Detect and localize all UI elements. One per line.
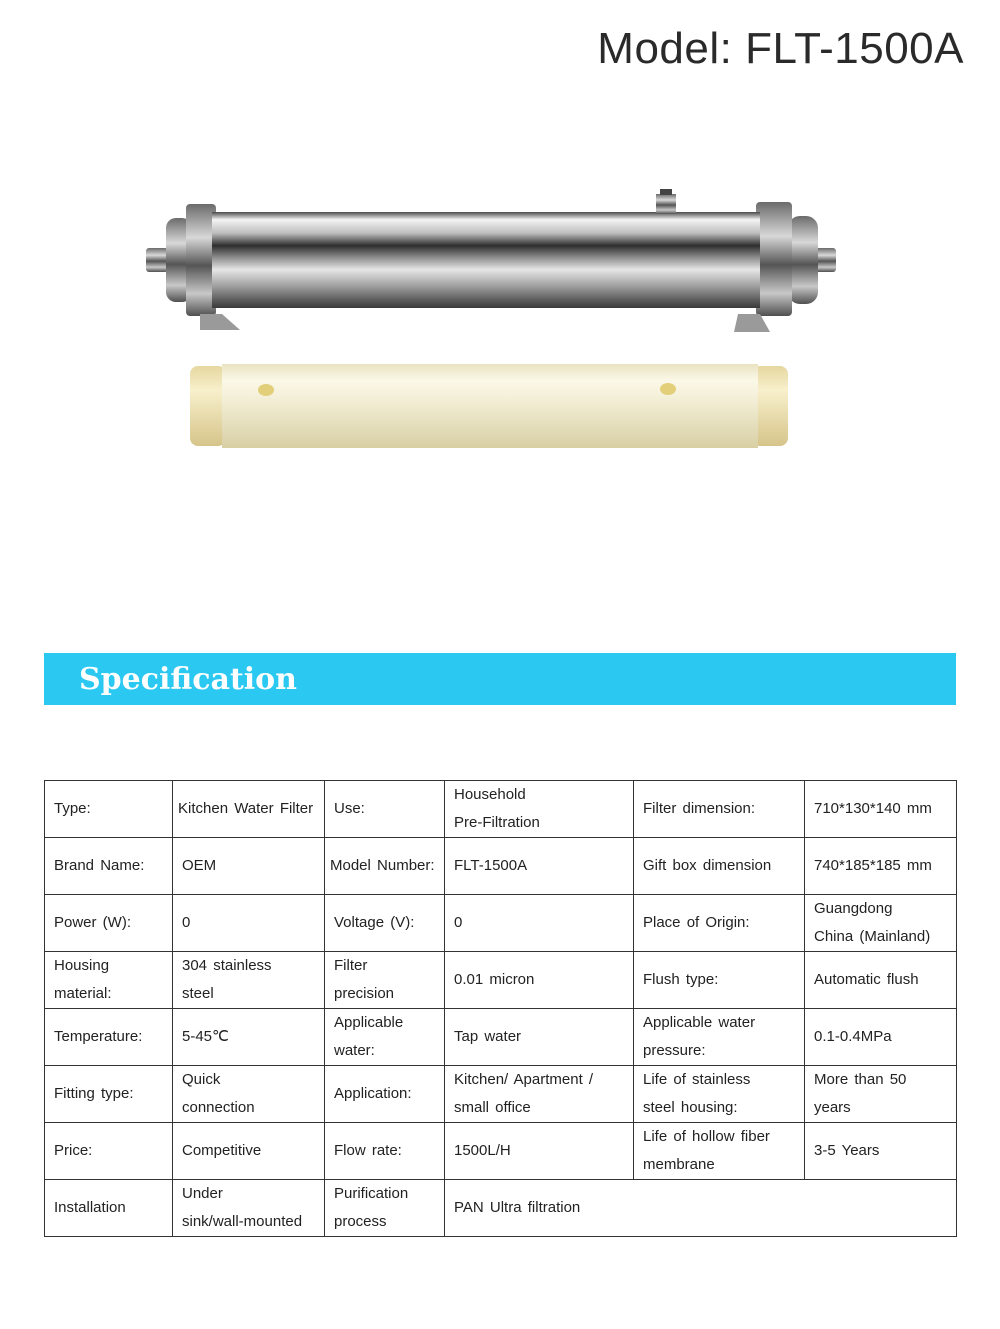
spec-text: Life of stainless bbox=[643, 1070, 751, 1088]
spec-text: More than 50 bbox=[814, 1070, 907, 1088]
spec-label-cell bbox=[45, 951, 173, 1008]
spec-label-cell bbox=[634, 894, 805, 951]
spec-label-cell bbox=[634, 781, 805, 838]
spec-value-cell bbox=[445, 781, 634, 838]
spec-value-cell bbox=[173, 1122, 325, 1179]
spec-label-cell bbox=[634, 1008, 805, 1065]
spec-text: Applicable bbox=[334, 1013, 404, 1031]
spec-text: Guangdong bbox=[814, 899, 893, 917]
spec-label-cell bbox=[45, 894, 173, 951]
spec-text: Power (W): bbox=[54, 913, 131, 931]
spec-text: water: bbox=[334, 1041, 375, 1059]
spec-text: Flow rate: bbox=[334, 1141, 402, 1159]
spec-text: China (Mainland) bbox=[814, 927, 931, 945]
spec-text: 0 bbox=[182, 913, 191, 931]
spec-text: material: bbox=[54, 984, 112, 1002]
spec-text: small office bbox=[454, 1098, 531, 1116]
spec-text: 5-45℃ bbox=[182, 1027, 229, 1045]
spec-text: Life of hollow fiber bbox=[643, 1127, 770, 1145]
filter-housing-icon bbox=[146, 189, 836, 332]
spec-text: Filter bbox=[334, 956, 368, 974]
spec-text: 3-5 Years bbox=[814, 1141, 880, 1159]
spec-text: Filter dimension: bbox=[643, 800, 756, 817]
spec-value-cell bbox=[173, 781, 325, 838]
spec-value-cell bbox=[445, 1008, 634, 1065]
spec-text: Pre-Filtration bbox=[454, 814, 540, 831]
spec-label-cell bbox=[634, 1122, 805, 1179]
spec-text: steel bbox=[182, 984, 214, 1002]
spec-text: Price: bbox=[54, 1141, 93, 1159]
spec-text: connection bbox=[182, 1098, 255, 1116]
spec-text: FLT-1500A bbox=[454, 856, 528, 874]
spec-label-cell bbox=[45, 1122, 173, 1179]
spec-text: precision bbox=[334, 984, 395, 1002]
spec-text: Tap water bbox=[454, 1027, 522, 1045]
spec-label-cell bbox=[45, 781, 173, 838]
spec-text: Purification bbox=[334, 1184, 409, 1202]
spec-value-cell bbox=[173, 838, 325, 895]
spec-value-cell bbox=[173, 894, 325, 951]
spec-value-cell bbox=[173, 1008, 325, 1065]
spec-value-cell bbox=[445, 1179, 957, 1236]
spec-label-cell bbox=[634, 1065, 805, 1122]
spec-value-cell bbox=[445, 894, 634, 951]
table-row bbox=[45, 781, 957, 838]
specification-title: Specification bbox=[79, 662, 297, 697]
spec-text: Household bbox=[454, 786, 526, 803]
spec-label-cell bbox=[325, 781, 445, 838]
spec-text: 1500L/H bbox=[454, 1141, 511, 1159]
spec-label-cell bbox=[325, 894, 445, 951]
spec-text: Kitchen/ Apartment / bbox=[454, 1070, 594, 1088]
specification-table bbox=[44, 780, 957, 1237]
spec-value-cell bbox=[805, 781, 957, 838]
spec-text: Use: bbox=[334, 800, 365, 817]
spec-label-cell bbox=[325, 1179, 445, 1236]
spec-text: Installation bbox=[54, 1198, 126, 1216]
spec-label-cell bbox=[325, 1122, 445, 1179]
spec-value-cell bbox=[805, 838, 957, 895]
spec-label-cell bbox=[634, 838, 805, 895]
table-row bbox=[45, 1008, 957, 1065]
specification-banner bbox=[44, 653, 956, 705]
spec-text: Temperature: bbox=[54, 1027, 143, 1045]
spec-text: steel housing: bbox=[643, 1098, 738, 1116]
spec-label-cell bbox=[325, 951, 445, 1008]
spec-text: Quick bbox=[182, 1070, 221, 1088]
spec-value-cell bbox=[173, 951, 325, 1008]
spec-text: sink/wall-mounted bbox=[182, 1212, 303, 1230]
spec-label-cell bbox=[634, 951, 805, 1008]
spec-value-cell bbox=[805, 1008, 957, 1065]
spec-text: pressure: bbox=[643, 1041, 706, 1059]
spec-label-cell bbox=[45, 1179, 173, 1236]
model-title: Model: FLT-1500A bbox=[597, 24, 964, 73]
spec-text: Gift box dimension bbox=[643, 856, 772, 874]
spec-text: 304 stainless bbox=[182, 956, 272, 974]
spec-value-cell bbox=[445, 951, 634, 1008]
spec-value-cell bbox=[445, 838, 634, 895]
spec-text: Competitive bbox=[182, 1141, 262, 1159]
spec-value-cell bbox=[805, 1065, 957, 1122]
spec-value-cell bbox=[805, 951, 957, 1008]
spec-text: membrane bbox=[643, 1155, 715, 1173]
spec-text: 740*185*185 mm bbox=[814, 856, 932, 874]
spec-text: Brand Name: bbox=[54, 856, 145, 874]
spec-text: PAN Ultra filtration bbox=[454, 1198, 581, 1216]
spec-value-cell bbox=[445, 1065, 634, 1122]
spec-text: Fitting type: bbox=[54, 1084, 134, 1102]
spec-text: 0.1-0.4MPa bbox=[814, 1027, 892, 1045]
spec-value-cell bbox=[173, 1179, 325, 1236]
spec-label-cell bbox=[325, 838, 445, 895]
spec-text: Housing bbox=[54, 956, 110, 974]
table-row bbox=[45, 1065, 957, 1122]
spec-label-cell bbox=[45, 1008, 173, 1065]
table-row bbox=[45, 894, 957, 951]
spec-text: Voltage (V): bbox=[334, 913, 415, 931]
spec-label-cell bbox=[45, 838, 173, 895]
spec-text: 0.01 micron bbox=[454, 970, 535, 988]
spec-text: years bbox=[814, 1098, 851, 1116]
table-row bbox=[45, 951, 957, 1008]
spec-text: 0 bbox=[454, 913, 463, 931]
spec-label-cell bbox=[45, 1065, 173, 1122]
product-image bbox=[0, 170, 1000, 470]
table-row bbox=[45, 838, 957, 895]
spec-text: Flush type: bbox=[643, 970, 719, 988]
spec-value-cell bbox=[805, 894, 957, 951]
spec-value-cell bbox=[173, 1065, 325, 1122]
spec-text: 710*130*140 mm bbox=[814, 800, 932, 817]
spec-text: process bbox=[334, 1212, 387, 1230]
spec-text: Model Number: bbox=[330, 856, 435, 874]
spec-value-cell bbox=[805, 1122, 957, 1179]
spec-text: Kitchen Water Filter bbox=[178, 800, 314, 817]
membrane-cartridge-icon bbox=[190, 364, 788, 448]
table-row bbox=[45, 1179, 957, 1236]
spec-text: Place of Origin: bbox=[643, 913, 750, 931]
spec-value-cell bbox=[445, 1122, 634, 1179]
spec-text: Under bbox=[182, 1184, 223, 1202]
spec-text: Automatic flush bbox=[814, 970, 919, 988]
spec-label-cell bbox=[325, 1008, 445, 1065]
spec-text: OEM bbox=[182, 856, 217, 874]
spec-text: Applicable water bbox=[643, 1013, 756, 1031]
table-row bbox=[45, 1122, 957, 1179]
spec-text: Type: bbox=[54, 800, 91, 817]
spec-label-cell bbox=[325, 1065, 445, 1122]
spec-text: Application: bbox=[334, 1084, 412, 1102]
